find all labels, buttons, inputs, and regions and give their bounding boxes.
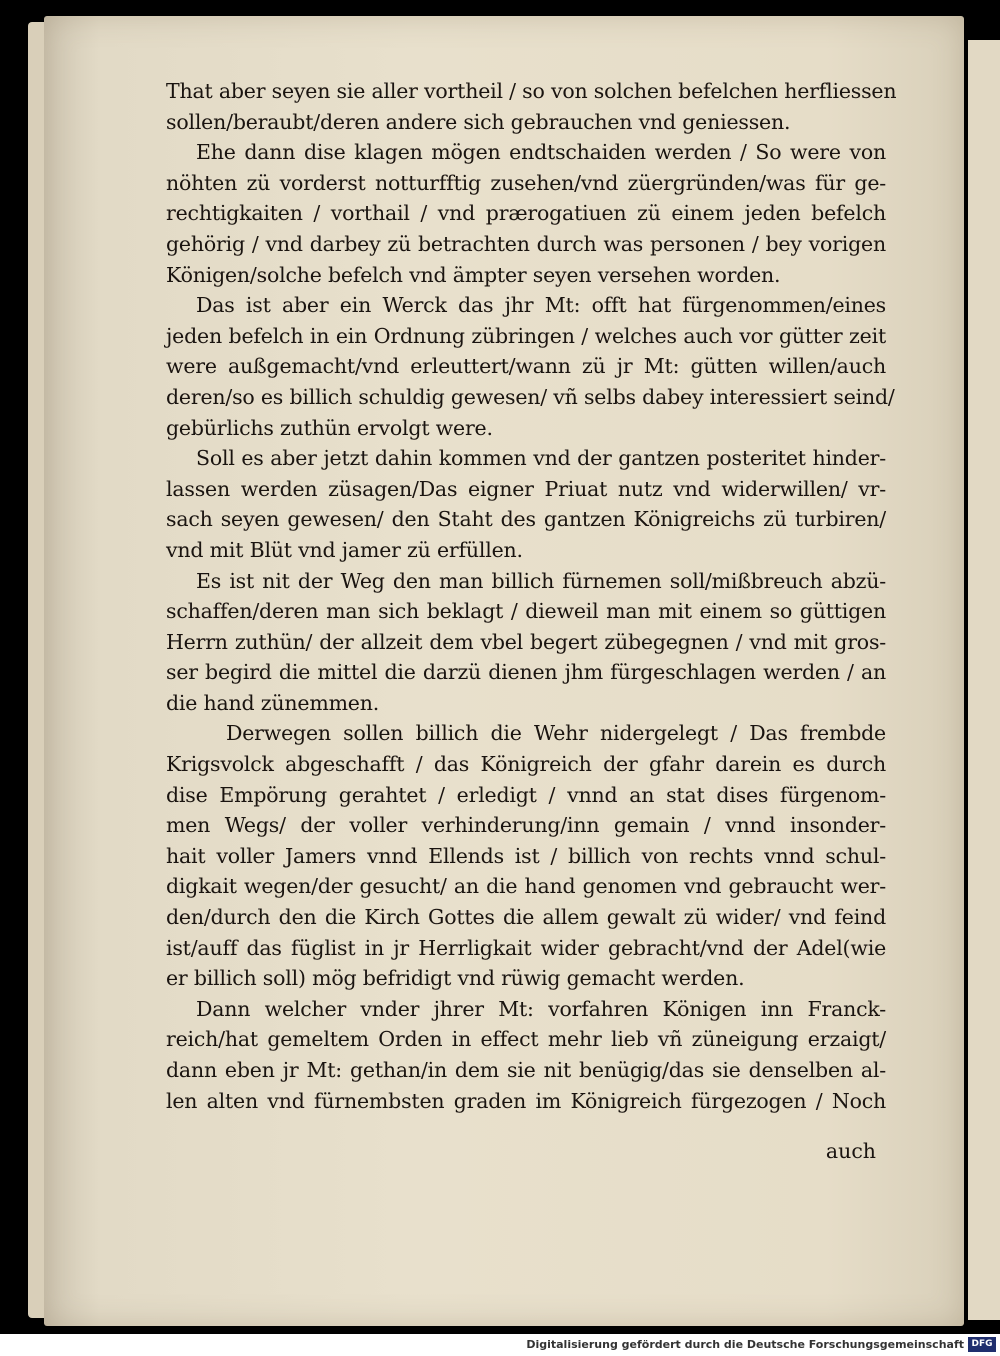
text-line: ist/auff das füglist in jr Herrligkait wider gebracht/vnd der Adel(wie xyxy=(166,935,886,960)
text-line: len alten vnd fürnembsten graden im Königreich fürgezogen / Noch xyxy=(166,1088,886,1113)
text-line: Ehe dann dise klagen mögen endtschaiden werden / So were von xyxy=(196,140,886,165)
text-line: digkait wegen/der gesucht/ an die hand genomen vnd gebraucht wer- xyxy=(166,874,886,899)
text-line: Das ist aber ein Werck das jhr Mt: offt hat fürgenommen/eines xyxy=(196,293,886,318)
funding-credit: Digitalisierung gefördert durch die Deutsche Forschungsgemeinschaft xyxy=(526,1338,964,1351)
text-line: hait voller Jamers vnnd Ellends ist / billich von rechts vnnd schul- xyxy=(166,843,886,868)
text-line: Dann welcher vnder jhrer Mt: vorfahren Königen inn Franck- xyxy=(196,996,886,1021)
text-line: nöhten zü vorderst notturfftig zusehen/vnd züergründen/was für ge- xyxy=(166,170,886,195)
text-line: sach seyen gewesen/ den Staht des gantzen Königreichs zü turbiren/ xyxy=(166,507,886,532)
text-line: lassen werden züsagen/Das eigner Priuat nutz vnd widerwillen/ vr- xyxy=(166,476,886,501)
body-text xyxy=(166,76,897,1116)
text-line: vnd mit Blüt vnd jamer zü erfüllen. xyxy=(166,537,523,562)
text-line: were außgemacht/vnd erleuttert/wann zü jr Mt: gütten willen/auch xyxy=(166,354,886,379)
text-line: er billich soll) mög befridigt vnd rüwig gemacht werden. xyxy=(166,966,745,991)
text-line: That aber seyen sie aller vortheil / so von solchen befelchen herfliessen xyxy=(166,79,897,103)
text-line: gehörig / vnd darbey zü betrachten durch was personen / bey vorigen xyxy=(166,231,886,256)
facing-page-edge xyxy=(968,40,1000,1320)
text-line: jeden befelch in ein Ordnung zübringen / welches auch vor gütter zeit xyxy=(166,323,886,348)
text-line: Herrn zuthün/ der allzeit dem vbel begert zübegegnen / vnd mit gros- xyxy=(166,629,886,654)
footer-bar xyxy=(0,1334,1000,1356)
text-line: sollen/beraubt/deren andere sich gebrauchen vnd geniessen. xyxy=(166,109,791,134)
text-line: schaffen/deren man sich beklagt / dieweil man mit einem so güttigen xyxy=(166,599,886,624)
text-line: Soll es aber jetzt dahin kommen vnd der gantzen posteritet hinder- xyxy=(196,446,886,471)
text-line: Krigsvolck abgeschafft / das Königreich der gfahr darein es durch xyxy=(166,752,886,777)
text-line: dise Empörung gerahtet / erledigt / vnnd an stat dises fürgenom- xyxy=(166,782,886,807)
text-line: reich/hat gemeltem Orden in effect mehr lieb vñ züneigung erzaigt/ xyxy=(166,1027,886,1052)
text-line: Derwegen sollen billich die Wehr nidergelegt / Das frembde xyxy=(226,721,886,746)
text-line: dann eben jr Mt: gethan/in dem sie nit benügig/das sie denselben al- xyxy=(166,1058,886,1082)
text-line: Es ist nit der Weg den man billich fürnemen soll/mißbreuch abzü- xyxy=(196,568,886,593)
text-line: deren/so es billich schuldig gewesen/ vñ selbs dabey interessiert seind/ xyxy=(166,384,895,409)
text-line: den/durch den die Kirch Gottes die allem gewalt zü wider/ vnd feind xyxy=(166,905,886,930)
catchword: auch xyxy=(825,1139,876,1163)
text-line: rechtigkaiten / vorthail / vnd prærogatiuen zü einem jeden befelch xyxy=(166,201,886,226)
text-line: men Wegs/ der voller verhinderung/inn gemain / vnnd insonder- xyxy=(166,813,886,838)
text-line: die hand zünemmen. xyxy=(166,690,380,715)
text-line: gebürlichs zuthün ervolgt were. xyxy=(166,415,493,440)
text-line: Königen/solche befelch vnd ämpter seyen versehen worden. xyxy=(166,262,781,287)
dfg-logo: DFG xyxy=(968,1337,996,1352)
text-line: ser begird die mittel die darzü dienen jhm fürgeschlagen werden / an xyxy=(166,660,886,685)
